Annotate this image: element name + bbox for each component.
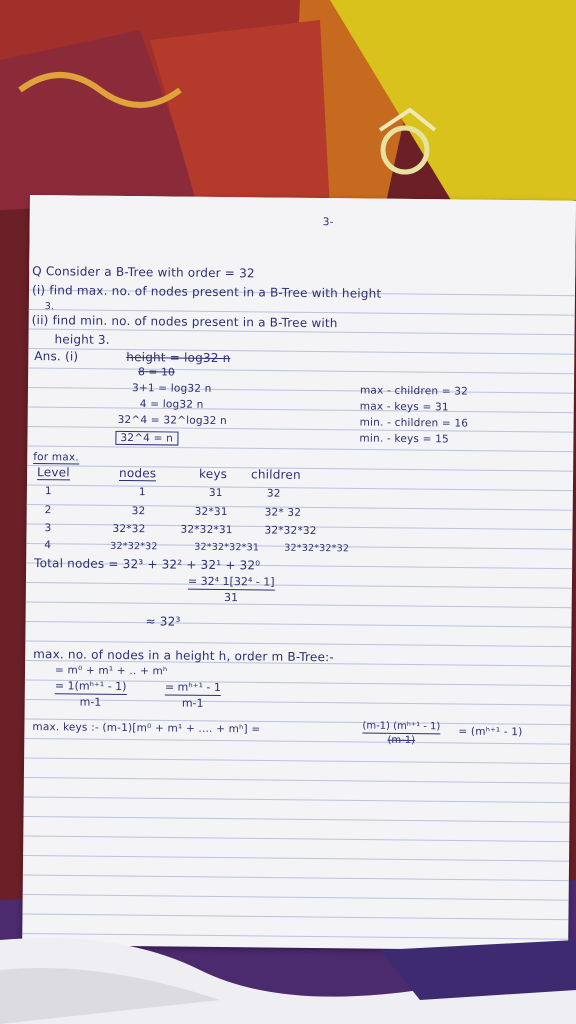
question-superscript: 3. — [44, 301, 55, 313]
table-row-1-level: 1 — [44, 485, 52, 498]
note-max-children: max - children = 32 — [359, 384, 469, 398]
general-fraction-1-numerator: = 1(mʰ⁺¹ - 1) — [54, 679, 127, 694]
table-row-3-nodes: 32*32 — [112, 522, 146, 536]
table-row-4-children: 32*32*32*32 — [284, 542, 350, 555]
table-row-2-nodes: 32 — [131, 505, 146, 518]
step-2: 4 = log32 n — [139, 398, 204, 411]
keys-fraction — [362, 721, 440, 747]
header-children: children — [251, 467, 301, 482]
general-fraction-1 — [55, 679, 127, 709]
keys-fraction-denominator: (m-1) — [387, 734, 416, 747]
table-row-1-nodes: 1 — [138, 486, 146, 499]
question-line-1: Q Consider a B-Tree with order = 32 — [32, 264, 255, 281]
question-line-3: (ii) find min. no. of nodes present in a B-Tree with — [31, 313, 338, 331]
page-number: 3- — [322, 216, 334, 229]
table-row-3-children: 32*32*32 — [264, 524, 317, 538]
general-fraction-2-numerator: = mʰ⁺¹ - 1 — [164, 680, 221, 695]
note-min-keys: min. - keys = 15 — [359, 432, 450, 446]
table-row-4-nodes: 32*32*32 — [110, 540, 158, 553]
general-sum: = m⁰ + m¹ + .. + mʰ — [54, 664, 168, 678]
question-line-4: height 3. — [54, 332, 110, 347]
note-min-children: min. - children = 16 — [359, 416, 469, 430]
boxed-result: 32^4 = n — [115, 431, 178, 446]
general-max-keys: max. keys :- (m-1)[m⁰ + m¹ + .... + mʰ] = — [32, 721, 261, 736]
question-line-2: (i) find max. no. of nodes present in a B-Tree with height — [31, 283, 382, 301]
general-fraction-2 — [165, 680, 221, 710]
table-row-4-keys: 32*32*32*31 — [194, 541, 260, 554]
total-fraction-numerator: = 32⁴ 1[32⁴ - 1] — [187, 574, 275, 589]
note-max-keys: max - keys = 31 — [359, 400, 449, 414]
table-row-4-level: 4 — [44, 539, 52, 552]
header-keys: keys — [199, 466, 228, 482]
keys-result: = (mʰ⁺¹ - 1) — [458, 725, 523, 739]
table-row-1-keys: 31 — [208, 486, 223, 500]
total-fraction — [188, 575, 275, 605]
total-fraction-denominator: 31 — [224, 591, 239, 605]
answer-label: Ans. (i) — [34, 349, 79, 364]
cloth-foreground — [0, 930, 576, 1024]
notebook-page — [22, 195, 576, 951]
height-equation: height = log32 n — [126, 350, 231, 366]
table-row-2-level: 2 — [44, 504, 52, 517]
approx-result: ≈ 32³ — [145, 614, 181, 629]
table-row-3-level: 3 — [44, 522, 52, 535]
total-nodes: Total nodes = 32³ + 32² + 32¹ + 32⁰ — [34, 556, 261, 573]
header-level: Level — [37, 465, 70, 480]
table-title: for max. — [33, 451, 79, 464]
table-row-3-keys: 32*32*31 — [180, 523, 233, 537]
general-max-nodes: max. no. of nodes in a height h, order m B-Tree:- — [33, 647, 334, 665]
table-row-2-keys: 32*31 — [194, 505, 228, 519]
keys-fraction-numerator: (m-1) (mʰ⁺¹ - 1) — [362, 720, 441, 733]
general-fraction-2-denominator: m-1 — [181, 696, 204, 710]
general-fraction-1-denominator: m-1 — [79, 695, 102, 709]
table-row-1-children: 32 — [266, 487, 281, 500]
step-1: 3+1 = log32 n — [131, 382, 212, 395]
header-nodes: nodes — [119, 465, 157, 481]
step-8: 8 = 10 — [138, 366, 175, 379]
table-row-2-children: 32* 32 — [264, 506, 302, 519]
step-3: 32^4 = 32^log32 n — [117, 413, 227, 428]
